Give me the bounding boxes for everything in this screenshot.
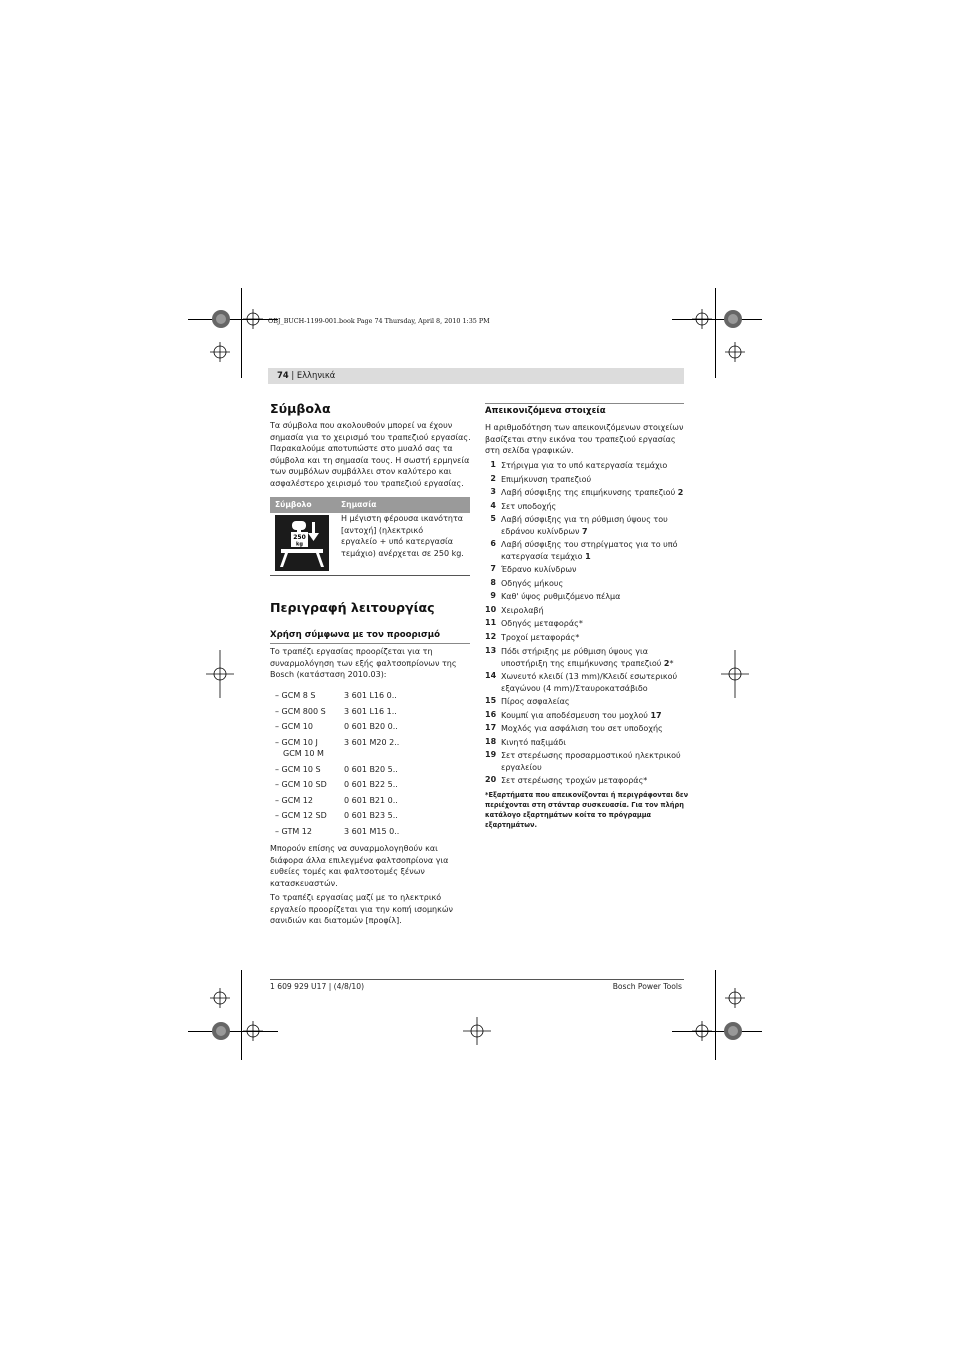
model-code: 0 601 B23 5.. <box>344 811 398 820</box>
model-name: – GTM 12 <box>275 827 312 836</box>
component-number: 13 <box>485 646 497 655</box>
model-name: – GCM 800 S <box>275 707 326 716</box>
component-number: 14 <box>485 671 497 680</box>
footer-doc-id: 1 609 929 U17 | (4/8/10) <box>270 982 365 991</box>
component-number: 2 <box>490 474 496 483</box>
component-number: 15 <box>485 696 497 705</box>
component-number: 7 <box>490 564 496 573</box>
component-label: Έδρανο κυλίνδρων <box>501 565 577 574</box>
max-load-icon <box>275 515 329 571</box>
component-reference: 2 <box>663 659 670 669</box>
component-label: Οδηγός μήκους <box>501 579 564 588</box>
meaning-column-header: Σημασία <box>341 500 377 509</box>
max-load-meaning: Η μέγιστη φέρουσα ικανότητα [αντοχή] (ηλεκτρικό εργαλείο + υπό κατεργασία τεμάχιο) ανέρχεται σε 250 kg. <box>341 514 464 559</box>
component-label: Λαβή σύσφιξης για τη ρύθμιση ύψους του εδράνου κυλίνδρων 7 <box>501 515 668 537</box>
component-label: Καθ' ύψος ρυθμιζόμενο πέλμα <box>501 592 621 601</box>
component-number: 9 <box>490 591 496 600</box>
model-name: – GCM 10 <box>275 722 313 731</box>
component-number: 6 <box>490 539 496 548</box>
page-number: 74 <box>277 370 289 380</box>
components-top-rule <box>485 403 684 404</box>
symbol-column-header: Σύμβολο <box>275 500 312 509</box>
cutting-purpose-paragraph: Το τραπέζι εργασίας μαζί με το ηλεκτρικό εργαλείο προορίζεται για την κοπή ισομηκών σανιδιών και διατομών [προφίλ]. <box>270 893 454 925</box>
model-name: – GCM 10 J <box>275 738 318 747</box>
components-title: Απεικονιζόμενα στοιχεία <box>485 406 606 416</box>
page-separator: | <box>288 370 297 380</box>
component-number: 16 <box>485 710 497 719</box>
model-name: – GCM 10 S <box>275 765 321 774</box>
component-label: Χωνευτό κλειδί (13 mm)/Κλειδί εσωτερικού εξαγώνου (4 mm)/Σταυροκατσάβιδο <box>501 672 678 694</box>
footer-rule <box>270 979 684 980</box>
symbols-intro: Τα σύμβολα που ακολουθούν μπορεί να έχουν σημασία για το χειρισμό του τραπεζιού εργασίας. Παρακαλούμε αποτυπώστε στο μυαλό σας τα σύμβολα και τη σημασία τους. Η σωστή ερμηνεία των συμβόλων συμβάλλει στον καλύτερο και ασφαλέστερο χειρισμό του τραπεζιού εργασίας. <box>270 421 471 488</box>
component-label: Πόδι στήριξης με ρύθμιση ύψους για υποστήριξη της επιμήκυνσης τραπεζιού 2* <box>501 647 674 669</box>
model-code: 0 601 B20 5.. <box>344 765 398 774</box>
component-label: Μοχλός για ασφάλιση του σετ υποδοχής <box>501 724 663 733</box>
component-label: Λαβή σύσφιξης της επιμήκυνσης τραπεζιού 2 <box>501 488 684 497</box>
model-code: 3 601 L16 0.. <box>344 691 397 700</box>
component-reference: 7 <box>582 527 588 537</box>
component-label: Στήριγμα για το υπό κατεργασία τεμάχιο <box>501 461 668 470</box>
component-number: 1 <box>490 460 496 469</box>
model-name: – GCM 10 SD <box>275 780 327 789</box>
symbol-table-header <box>270 497 470 513</box>
model-name: – GCM 12 <box>275 796 313 805</box>
component-label: Χειρολαβή <box>501 606 544 615</box>
component-number: 3 <box>490 487 496 496</box>
footer-brand: Bosch Power Tools <box>612 982 682 991</box>
icon-label-kg: kg <box>296 541 303 548</box>
page-header-bar <box>268 368 684 384</box>
model-code: 3 601 M15 0.. <box>344 827 400 836</box>
component-label: Επιμήκυνση τραπεζιού <box>501 475 592 484</box>
intended-use-intro: Το τραπέζι εργασίας προορίζεται για τη συναρμολόγηση των εξής φαλτσοπρίονων της Bosch (κατάσταση 2010.03): <box>270 647 457 679</box>
model-code: 0 601 B21 0.. <box>344 796 398 805</box>
component-label: Λαβή σύσφιξης του στηρίγματος για το υπό κατεργασία τεμάχιο 1 <box>501 540 678 562</box>
component-label: Πίρος ασφαλείας <box>501 697 570 706</box>
component-label: Οδηγός μεταφοράς* <box>501 619 583 628</box>
table-bottom-rule <box>270 575 470 576</box>
model-code: 3 601 M20 2.. <box>344 738 400 747</box>
subtitle-rule <box>270 643 470 644</box>
component-number: 20 <box>485 775 497 784</box>
symbols-title: Σύμβολα <box>270 401 331 416</box>
components-intro: Η αριθμοδότηση των απεικονιζόμενων στοιχείων βασίζεται στην εικόνα του τραπεζιού εργασίας στη σελίδα γραφικών. <box>485 423 684 455</box>
component-label: Σετ στερέωσης προσαρμοστικού ηλεκτρικού εργαλείου <box>501 751 681 773</box>
model-code: 3 601 L16 1.. <box>344 707 397 716</box>
model-name-secondary: GCM 10 M <box>283 749 324 758</box>
model-name: – GCM 12 SD <box>275 811 327 820</box>
other-saws-paragraph: Μπορούν επίσης να συναρμολογηθούν και διάφορα άλλα επιλεγμένα φαλτσοπρίονα για ευθείες τομές και φαλτσοτομές ξένων κατασκευαστών. <box>270 844 449 888</box>
intended-use-subtitle: Χρήση σύμφωνα με τον προορισμό <box>270 630 440 640</box>
component-number: 19 <box>485 750 497 759</box>
model-code: 0 601 B20 0.. <box>344 722 398 731</box>
component-reference: 1 <box>585 552 591 562</box>
component-reference: 2 <box>677 488 684 497</box>
page-language: Ελληνικά <box>296 370 336 380</box>
icon-label-250: 250 <box>293 534 306 541</box>
component-label: Κουμπί για αποδέσμευση του μοχλού 17 <box>501 711 662 720</box>
component-number: 18 <box>485 737 497 746</box>
file-header: OBJ_BUCH-1199-001.book Page 74 Thursday, April 8, 2010 1:35 PM <box>268 317 490 325</box>
component-label: Σετ υποδοχής <box>501 502 557 511</box>
component-number: 10 <box>485 605 497 614</box>
component-number: 5 <box>490 514 496 523</box>
component-number: 17 <box>485 723 497 732</box>
component-label: Τροχοί μεταφοράς* <box>501 633 580 642</box>
function-title: Περιγραφή λειτουργίας <box>270 600 435 615</box>
component-number: 8 <box>490 578 496 587</box>
component-number: 11 <box>485 618 497 627</box>
model-name: – GCM 8 S <box>275 691 316 700</box>
symbol-table <box>270 497 470 513</box>
accessories-footnote: *Εξαρτήματα που απεικονίζονται ή περιγράφονται δεν περιέχονται στη στάνταρ συσκευασία. Για τον πλήρη κατάλογο εξαρτημάτων κοίτα το πρόγραμμα εξαρτημάτων. <box>485 791 689 829</box>
component-label: Σετ στερέωσης τροχών μεταφοράς* <box>501 776 648 785</box>
component-number: 4 <box>490 501 496 510</box>
component-number: 12 <box>485 632 497 641</box>
model-code: 0 601 B22 5.. <box>344 780 398 789</box>
component-label: Κινητό παξιμάδι <box>501 738 566 747</box>
component-reference: 17 <box>650 711 662 720</box>
